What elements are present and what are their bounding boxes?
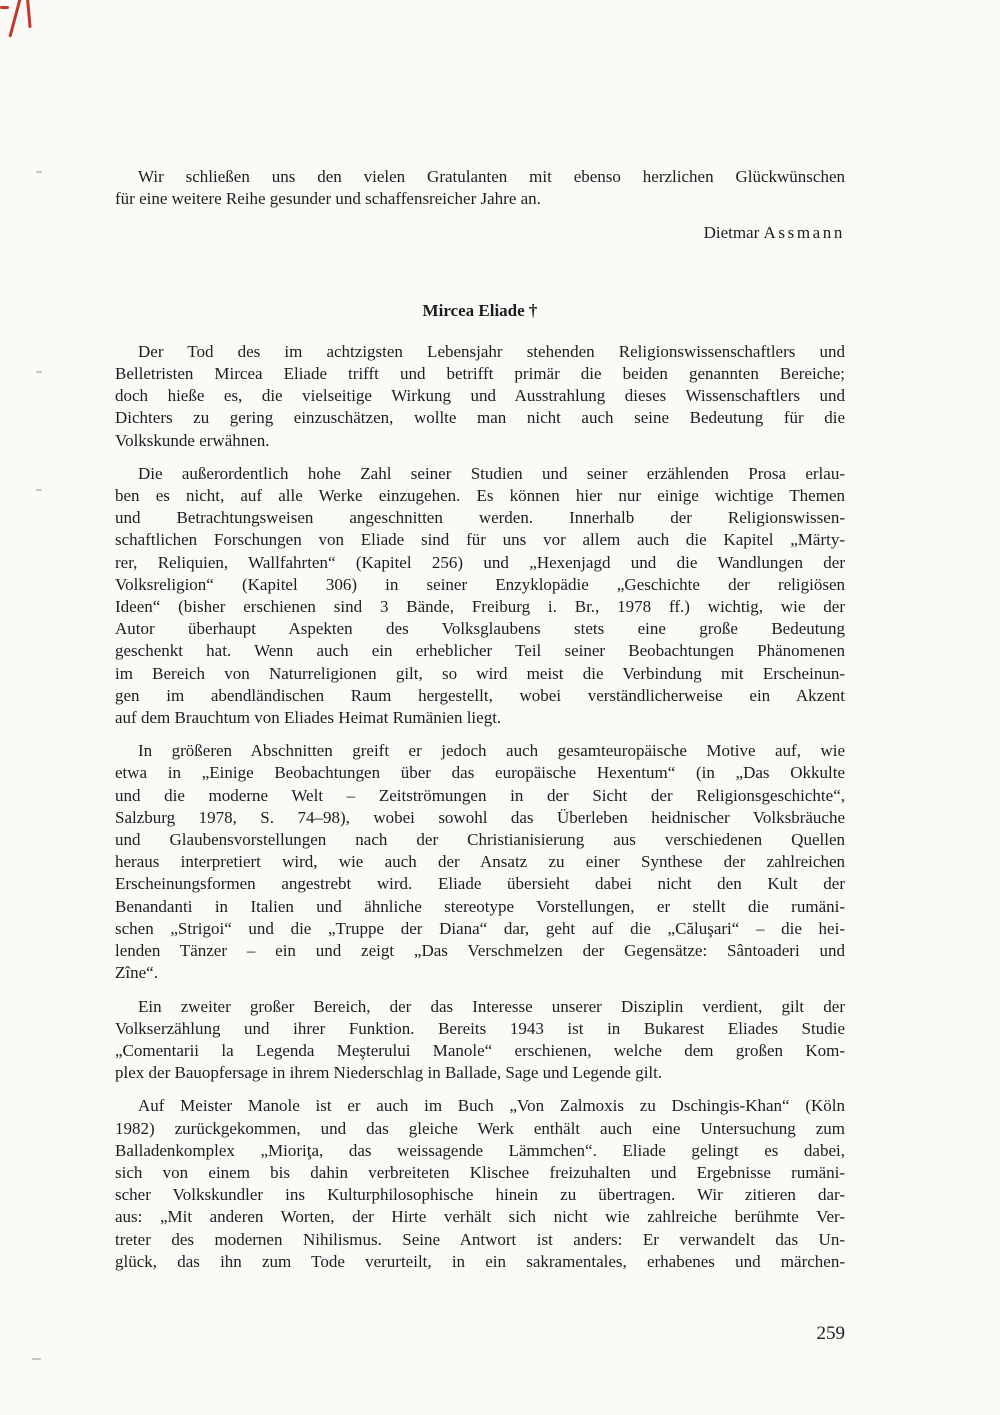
text-line: „Comentarii la Legenda Meşterului Manole“ erschienen, welche dem großen Kom- (115, 1040, 845, 1060)
text-line: Volkserzählung und ihrer Funktion. Bereits 1943 ist in Bukarest Eliades Studie (115, 1018, 845, 1038)
text-line: für eine weitere Reihe gesunder und schaffensreicher Jahre an. (115, 189, 541, 209)
text-line: auf dem Brauchtum von Eliades Heimat Rumänien liegt. (115, 708, 502, 728)
paragraph (115, 341, 845, 452)
text-line: scher Volkskundler ins Kulturphilosophische hinein zu übertragen. Wir zitieren dar- (115, 1185, 845, 1205)
text-line: plex der Bauopfersage in ihrem Niederschlag in Ballade, Sage und Legende gilt. (115, 1063, 663, 1083)
margin-speck (32, 1358, 41, 1360)
text-line: Volksreligion“ (Kapitel 306) in seiner Enzyklopädie „Geschichte der religiösen (115, 574, 845, 594)
text-line: heraus interpretiert wird, wie auch der Ansatz zu einer Synthese der zahlreichen (115, 852, 845, 872)
text-line: treter des modernen Nihilismus. Seine Antwort ist anders: Er verwandelt das Un- (115, 1229, 845, 1249)
text-line: lenden Tänzer – ein und zeigt „Das Verschmelzen der Gegensätze: Sântoaderi und (115, 941, 845, 961)
text-line: Salzburg 1978, S. 74–98), wobei sowohl das Überleben heidnischer Volksbräuche (115, 807, 845, 827)
page-content (115, 0, 845, 1345)
text-line: Belletristen Mircea Eliade trifft und betrifft primär die beiden genannten Bereiche; (115, 364, 845, 384)
text-line: 1982) zurückgekommen, und das gleiche Werk enthält auch eine Untersuchung zum (115, 1118, 845, 1138)
article-title: Mircea Eliade † (422, 300, 538, 320)
text-line: Ideen“ (bisher erschienen sind 3 Bände, Freiburg i. Br., 1978 ff.) wichtig, wie der (115, 597, 845, 617)
text-line: In größeren Abschnitten greift er jedoch auch gesamteuropäische Motive auf, wie (138, 741, 845, 761)
author-first-name: Dietmar (703, 223, 760, 243)
text-line: Autor überhaupt Aspekten des Volksglaubens stets eine große Bedeutung (115, 619, 845, 639)
author-signature (115, 222, 845, 244)
author-last-name: Assmann (763, 223, 845, 243)
text-line: sich von einem bis dahin verbreiteten Klischee freizuhalten und Ergebnisse rumäni- (115, 1162, 845, 1182)
paragraph (115, 463, 845, 729)
text-line: Wir schließen uns den vielen Gratulanten mit ebenso herzlichen Glückwünschen (138, 167, 845, 186)
margin-speck (36, 171, 42, 173)
text-line: schen „Strigoi“ und die „Truppe der Diana“ dar, geht auf die „Căluşari“ – die hei- (115, 918, 845, 938)
text-line: Volkskunde erwähnen. (115, 430, 270, 450)
text-line: Benandanti in Italien und ähnliche stereotype Vorstellungen, er stellt die rumäni- (115, 896, 845, 916)
paragraph (115, 996, 845, 1085)
text-line: und die moderne Welt – Zeitströmungen in der Sicht der Religionsgeschichte“, (115, 785, 845, 805)
text-line: rer, Reliquien, Wallfahrten“ (Kapitel 256) und „Hexenjagd und die Wandlungen der (115, 552, 845, 572)
text-line: aus: „Mit anderen Worten, der Hirte verhält sich nicht wie zahlreiche berühmte Ver- (115, 1207, 845, 1227)
text-line: glück, das ihn zum Tode verurteilt, in ein sakramentales, erhabenes und märchen- (115, 1251, 845, 1271)
text-line: geschenkt hat. Wenn auch ein erheblicher Teil seiner Beobachtungen Phänomenen (115, 641, 845, 661)
paragraph (115, 740, 845, 984)
red-pen-mark (8, 0, 22, 38)
margin-speck (36, 371, 42, 373)
margin-speck (36, 489, 42, 491)
text-line: doch hieße es, die vielseitige Wirkung und Ausstrahlung dieses Wissenschaftlers und (115, 386, 845, 406)
text-line: im Bereich von Naturreligionen gilt, so wird meist die Verbindung mit Erscheinun- (115, 663, 845, 683)
text-line: Auf Meister Manole ist er auch im Buch „Von Zalmoxis zu Dschingis-Khan“ (Köln (138, 1096, 845, 1116)
text-line: Dichters zu gering einzuschätzen, wollte man nicht auch seine Bedeutung für die (115, 408, 845, 428)
text-line: Ein zweiter großer Bereich, der das Interesse unserer Disziplin verdient, gilt der (138, 996, 845, 1016)
page-number: 259 (816, 1322, 845, 1344)
text-line: Der Tod des im achtzigsten Lebensjahr stehenden Religionswissenschaftlers und (138, 341, 845, 361)
paragraph (115, 1095, 845, 1273)
text-line: und Glaubensvorstellungen nach der Christianisierung aus verschiedenen Quellen (115, 830, 845, 850)
text-line: und Betrachtungsweisen angeschnitten werden. Innerhalb der Religionswissen- (115, 508, 845, 528)
text-line: ben es nicht, auf alle Werke einzugehen. Es können hier nur einige wichtige Themen (115, 486, 845, 506)
text-line: schaftlichen Forschungen von Eliade sind für uns vor allem auch die Kapitel „Märty- (115, 530, 845, 550)
red-pen-mark (25, 0, 31, 28)
text-line: gen im abendländischen Raum hergestellt, wobei verständlicherweise ein Akzent (115, 685, 845, 705)
text-line: Erscheinungsformen angestrebt wird. Eliade übersieht dabei nicht den Kult der (115, 874, 845, 894)
closing-congratulations-paragraph (115, 166, 845, 210)
article-body (115, 341, 845, 1273)
text-line: Zîne“. (115, 963, 158, 983)
red-pen-mark (0, 6, 9, 9)
text-line: Balladenkomplex „Mioriţa, das weissagende Lämmchen“. Eliade gelingt es dabei, (115, 1140, 845, 1160)
text-line: Die außerordentlich hohe Zahl seiner Studien und seiner erzählenden Prosa erlau- (138, 463, 845, 483)
text-line: etwa in „Einige Beobachtungen über das europäische Hexentum“ (in „Das Okkulte (115, 763, 845, 783)
